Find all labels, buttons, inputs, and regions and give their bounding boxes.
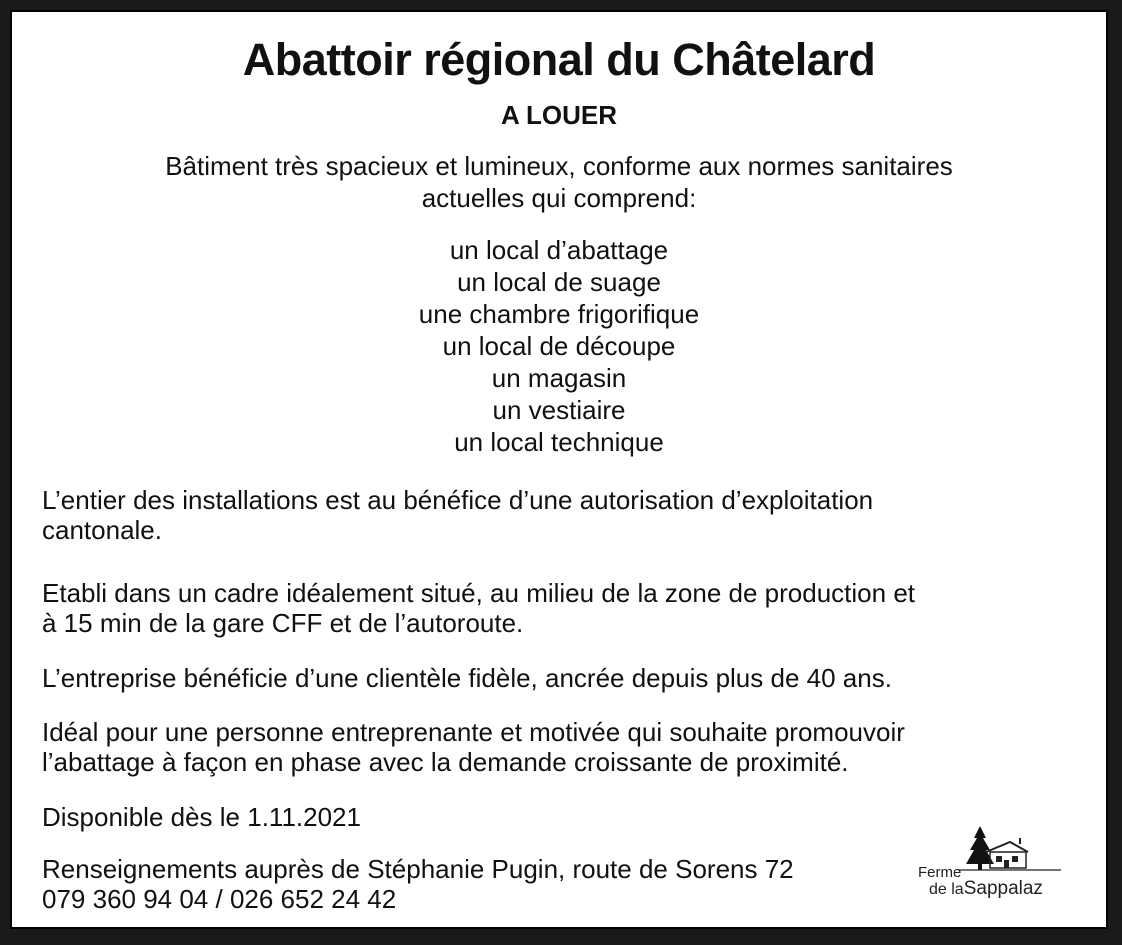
logo-text-ferme: Ferme (918, 864, 962, 881)
ferme-logo (916, 824, 1086, 898)
paragraph-ideal-for (42, 717, 1076, 777)
paragraph-clientele (42, 663, 1076, 693)
intro-line: Bâtiment très spacieux et lumineux, conforme aux normes sanitaires (165, 151, 953, 181)
paragraph-authorization (42, 485, 1076, 545)
intro-text (72, 150, 1046, 214)
paragraph-line: L’entier des installations est au bénéfice d’une autorisation d’exploitation (42, 485, 874, 515)
paragraph-line: Disponible dès le 1.11.2021 (42, 802, 361, 832)
feature-item: un local de suage (457, 267, 661, 297)
paragraph-line: à 15 min de la gare CFF et de l’autoroute. (42, 608, 524, 638)
feature-list (12, 234, 1106, 458)
ad-title: Abattoir régional du Châtelard (242, 34, 876, 85)
feature-item: un local de découpe (442, 331, 676, 361)
paragraph-line: Renseignements auprès de Stéphanie Pugin, route de Sorens 72 (42, 854, 794, 884)
paragraph-location (42, 578, 1076, 638)
feature-item: un vestiaire (492, 395, 626, 425)
ad-subtitle: A LOUER (500, 100, 618, 130)
ad-frame (10, 10, 1108, 929)
feature-item: un local technique (454, 427, 664, 457)
logo-text-de-la: de la (929, 881, 964, 898)
paragraph-line: l’abattage à façon en phase avec la demande croissante de proximité. (42, 747, 849, 777)
intro-line: actuelles qui comprend: (421, 183, 697, 213)
feature-item: un local d’abattage (449, 235, 669, 265)
logo-text-sappalaz (929, 878, 1043, 900)
paragraph-line: cantonale. (42, 515, 162, 545)
logo-text-name: Sappalaz (963, 878, 1043, 899)
paragraph-line: L’entreprise bénéficie d’une clientèle fidèle, ancrée depuis plus de 40 ans. (42, 663, 892, 693)
feature-item: une chambre frigorifique (418, 299, 700, 329)
paragraph-line: Idéal pour une personne entreprenante et motivée qui souhaite promouvoir (42, 717, 905, 747)
paragraph-line: Etabli dans un cadre idéalement situé, au milieu de la zone de production et (42, 578, 916, 608)
phone-numbers: 079 360 94 04 / 026 652 24 42 (42, 884, 397, 914)
feature-item: un magasin (491, 363, 627, 393)
